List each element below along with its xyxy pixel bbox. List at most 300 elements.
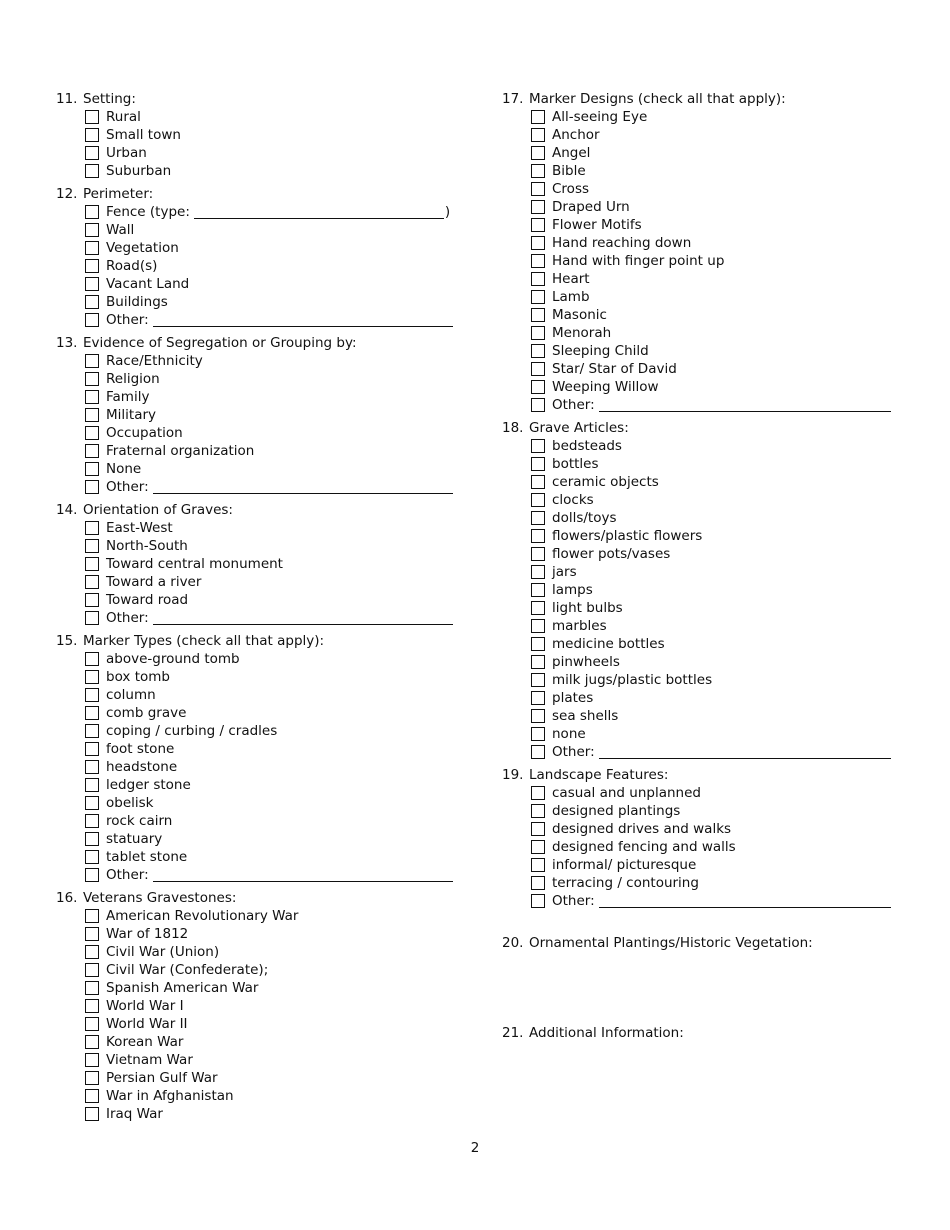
option-label: Cross	[552, 181, 590, 197]
all-seeing-eye-checkbox[interactable]	[531, 110, 545, 124]
option-label: North-South	[106, 538, 188, 554]
option-plates	[531, 689, 897, 707]
option-rural	[85, 108, 451, 126]
option-toward-central-monument	[85, 555, 451, 573]
option-label: East-West	[106, 520, 173, 536]
option-label: Heart	[552, 271, 590, 287]
option-toward-a-river	[85, 573, 451, 591]
option-list	[531, 784, 897, 910]
option-label: Occupation	[106, 425, 183, 441]
question-number: 14.	[56, 502, 78, 518]
option-suburban	[85, 162, 451, 180]
headstone-checkbox[interactable]	[85, 760, 99, 774]
option-anchor	[531, 126, 897, 144]
hand-with-finger-point-up-checkbox[interactable]	[531, 254, 545, 268]
ceramic-objects-checkbox[interactable]	[531, 475, 545, 489]
question-label: Perimeter:	[83, 186, 154, 202]
option-list	[531, 437, 897, 761]
menorah-checkbox[interactable]	[531, 326, 545, 340]
option-star-star-of-david	[531, 360, 897, 378]
option-jars	[531, 563, 897, 581]
marbles-checkbox[interactable]	[531, 619, 545, 633]
option-bedsteads	[531, 437, 897, 455]
family-checkbox[interactable]	[85, 390, 99, 404]
option-occupation	[85, 424, 451, 442]
other-checkbox[interactable]	[531, 745, 545, 759]
road-s-checkbox[interactable]	[85, 259, 99, 273]
bible-checkbox[interactable]	[531, 164, 545, 178]
other-fill-line[interactable]	[153, 868, 453, 882]
milk-jugs-plastic-bottles-checkbox[interactable]	[531, 673, 545, 687]
option-label: marbles	[552, 618, 607, 634]
option-label: Angel	[552, 145, 591, 161]
question-19	[502, 766, 897, 910]
world-war-ii-checkbox[interactable]	[85, 1017, 99, 1031]
designed-drives-and-walks-checkbox[interactable]	[531, 822, 545, 836]
other-checkbox[interactable]	[85, 868, 99, 882]
suburban-checkbox[interactable]	[85, 164, 99, 178]
occupation-checkbox[interactable]	[85, 426, 99, 440]
medicine-bottles-checkbox[interactable]	[531, 637, 545, 651]
clocks-checkbox[interactable]	[531, 493, 545, 507]
option-other	[531, 743, 897, 761]
masonic-checkbox[interactable]	[531, 308, 545, 322]
flower-motifs-checkbox[interactable]	[531, 218, 545, 232]
option-vietnam-war	[85, 1051, 451, 1069]
option-label: Civil War (Confederate);	[106, 962, 269, 978]
option-label: designed drives and walks	[552, 821, 732, 837]
question-title	[502, 1024, 897, 1042]
question-label: Landscape Features:	[529, 767, 669, 783]
option-label: Vietnam War	[106, 1052, 193, 1068]
terracing-contouring-checkbox[interactable]	[531, 876, 545, 890]
option-list	[85, 203, 451, 329]
option-label: Masonic	[552, 307, 607, 323]
option-korean-war	[85, 1033, 451, 1051]
option-label: Bible	[552, 163, 586, 179]
option-religion	[85, 370, 451, 388]
religion-checkbox[interactable]	[85, 372, 99, 386]
pinwheels-checkbox[interactable]	[531, 655, 545, 669]
question-number: 17.	[502, 91, 524, 107]
option-label: Wall	[106, 222, 135, 238]
tablet-stone-checkbox[interactable]	[85, 850, 99, 864]
option-medicine-bottles	[531, 635, 897, 653]
other-checkbox[interactable]	[85, 313, 99, 327]
question-label: Additional Information:	[529, 1025, 684, 1041]
dolls-toys-checkbox[interactable]	[531, 511, 545, 525]
question-title	[502, 766, 897, 784]
other-fill-line[interactable]	[599, 894, 891, 908]
option-label: jars	[552, 564, 577, 580]
option-spanish-american-war	[85, 979, 451, 997]
option-label: none	[552, 726, 586, 742]
question-15	[56, 632, 451, 884]
other-fill-line[interactable]	[599, 745, 891, 759]
question-number: 11.	[56, 91, 78, 107]
informal-picturesque-checkbox[interactable]	[531, 858, 545, 872]
option-informal-picturesque	[531, 856, 897, 874]
option-label: milk jugs/plastic bottles	[552, 672, 713, 688]
option-label: clocks	[552, 492, 594, 508]
none-checkbox[interactable]	[531, 727, 545, 741]
question-label: Marker Designs (check all that apply):	[529, 91, 786, 107]
option-label: War of 1812	[106, 926, 189, 942]
option-label: Toward road	[106, 592, 189, 608]
option-north-south	[85, 537, 451, 555]
option-world-war-ii	[85, 1015, 451, 1033]
other-label: Other:	[106, 312, 149, 328]
option-fraternal-organization	[85, 442, 451, 460]
option-light-bulbs	[531, 599, 897, 617]
option-draped-urn	[531, 198, 897, 216]
star-star-of-david-checkbox[interactable]	[531, 362, 545, 376]
option-label: designed fencing and walls	[552, 839, 736, 855]
question-12	[56, 185, 451, 329]
option-coping-curbing-cradles	[85, 722, 451, 740]
option-dolls-toys	[531, 509, 897, 527]
option-heart	[531, 270, 897, 288]
world-war-i-checkbox[interactable]	[85, 999, 99, 1013]
other-fill-line[interactable]	[153, 313, 453, 327]
bedsteads-checkbox[interactable]	[531, 439, 545, 453]
question-title	[502, 419, 897, 437]
other-label: Other:	[106, 867, 149, 883]
question-number: 16.	[56, 890, 78, 906]
option-war-of-1812	[85, 925, 451, 943]
option-label: bottles	[552, 456, 599, 472]
option-world-war-i	[85, 997, 451, 1015]
race-ethnicity-checkbox[interactable]	[85, 354, 99, 368]
option-label: obelisk	[106, 795, 154, 811]
question-17	[502, 90, 897, 414]
question-number: 13.	[56, 335, 78, 351]
lamps-checkbox[interactable]	[531, 583, 545, 597]
casual-and-unplanned-checkbox[interactable]	[531, 786, 545, 800]
question-label: Grave Articles:	[529, 420, 629, 436]
option-label: Suburban	[106, 163, 172, 179]
option-label: Hand reaching down	[552, 235, 692, 251]
other-label: Other:	[106, 479, 149, 495]
option-masonic	[531, 306, 897, 324]
question-title	[56, 501, 451, 519]
option-label: statuary	[106, 831, 163, 847]
obelisk-checkbox[interactable]	[85, 796, 99, 810]
cross-checkbox[interactable]	[531, 182, 545, 196]
question-label: Marker Types (check all that apply):	[83, 633, 325, 649]
option-label: pinwheels	[552, 654, 620, 670]
question-14	[56, 501, 451, 627]
option-foot-stone	[85, 740, 451, 758]
option-list	[85, 907, 451, 1123]
option-marbles	[531, 617, 897, 635]
question-title	[56, 632, 451, 650]
question-number: 19.	[502, 767, 524, 783]
option-east-west	[85, 519, 451, 537]
option-flower-motifs	[531, 216, 897, 234]
option-label: Toward a river	[106, 574, 202, 590]
other-checkbox[interactable]	[85, 480, 99, 494]
question-13	[56, 334, 451, 496]
option-designed-plantings	[531, 802, 897, 820]
option-designed-fencing-and-walls	[531, 838, 897, 856]
question-label: Setting:	[83, 91, 136, 107]
option-label: tablet stone	[106, 849, 188, 865]
option-label: above-ground tomb	[106, 651, 240, 667]
option-label: Road(s)	[106, 258, 158, 274]
lamb-checkbox[interactable]	[531, 290, 545, 304]
vegetation-checkbox[interactable]	[85, 241, 99, 255]
question-label: Evidence of Segregation or Grouping by:	[83, 335, 357, 351]
option-war-in-afghanistan	[85, 1087, 451, 1105]
option-label: Sleeping Child	[552, 343, 649, 359]
question-title	[56, 334, 451, 352]
ledger-stone-checkbox[interactable]	[85, 778, 99, 792]
rural-checkbox[interactable]	[85, 110, 99, 124]
other-label: Other:	[552, 744, 595, 760]
heart-checkbox[interactable]	[531, 272, 545, 286]
option-label: War in Afghanistan	[106, 1088, 234, 1104]
option-label: Small town	[106, 127, 181, 143]
toward-a-river-checkbox[interactable]	[85, 575, 99, 589]
option-flower-pots-vases	[531, 545, 897, 563]
option-civil-war-confederate	[85, 961, 451, 979]
option-label: Menorah	[552, 325, 612, 341]
toward-road-checkbox[interactable]	[85, 593, 99, 607]
option-label: Korean War	[106, 1034, 184, 1050]
option-label: bedsteads	[552, 438, 622, 454]
option-milk-jugs-plastic-bottles	[531, 671, 897, 689]
option-label: Civil War (Union)	[106, 944, 220, 960]
other-fill-line[interactable]	[153, 611, 453, 625]
fraternal-organization-checkbox[interactable]	[85, 444, 99, 458]
angel-checkbox[interactable]	[531, 146, 545, 160]
option-label: World War II	[106, 1016, 188, 1032]
spanish-american-war-checkbox[interactable]	[85, 981, 99, 995]
option-label: ceramic objects	[552, 474, 659, 490]
option-label: Urban	[106, 145, 147, 161]
military-checkbox[interactable]	[85, 408, 99, 422]
option-label: designed plantings	[552, 803, 681, 819]
option-angel	[531, 144, 897, 162]
comb-grave-checkbox[interactable]	[85, 706, 99, 720]
question-number: 21.	[502, 1025, 524, 1041]
question-number: 12.	[56, 186, 78, 202]
option-none	[531, 725, 897, 743]
question-11	[56, 90, 451, 180]
option-sea-shells	[531, 707, 897, 725]
option-bible	[531, 162, 897, 180]
option-label: box tomb	[106, 669, 170, 685]
north-south-checkbox[interactable]	[85, 539, 99, 553]
other-label: Other:	[552, 397, 595, 413]
option-other	[85, 478, 451, 496]
statuary-checkbox[interactable]	[85, 832, 99, 846]
column-checkbox[interactable]	[85, 688, 99, 702]
other-checkbox[interactable]	[531, 398, 545, 412]
other-checkbox[interactable]	[85, 611, 99, 625]
option-obelisk	[85, 794, 451, 812]
option-label: terracing / contouring	[552, 875, 699, 891]
option-terracing-contouring	[531, 874, 897, 892]
fence-type-line[interactable]	[194, 205, 444, 219]
fence-checkbox[interactable]	[85, 205, 99, 219]
option-list	[531, 108, 897, 414]
coping-curbing-cradles-checkbox[interactable]	[85, 724, 99, 738]
option-headstone	[85, 758, 451, 776]
question-title	[502, 934, 897, 952]
option-label: Draped Urn	[552, 199, 630, 215]
option-label: foot stone	[106, 741, 175, 757]
option-label: flower pots/vases	[552, 546, 671, 562]
option-designed-drives-and-walks	[531, 820, 897, 838]
page-number: 2	[470, 1140, 480, 1156]
vietnam-war-checkbox[interactable]	[85, 1053, 99, 1067]
option-statuary	[85, 830, 451, 848]
option-label: ledger stone	[106, 777, 191, 793]
option-label: Buildings	[106, 294, 168, 310]
question-label: Orientation of Graves:	[83, 502, 233, 518]
option-other	[85, 609, 451, 627]
option-label: Vacant Land	[106, 276, 190, 292]
option-race-ethnicity	[85, 352, 451, 370]
question-number: 20.	[502, 935, 524, 951]
vacant-land-checkbox[interactable]	[85, 277, 99, 291]
other-checkbox[interactable]	[531, 894, 545, 908]
option-label: Rural	[106, 109, 141, 125]
option-american-revolutionary-war	[85, 907, 451, 925]
option-lamps	[531, 581, 897, 599]
option-sleeping-child	[531, 342, 897, 360]
option-label: coping / curbing / cradles	[106, 723, 278, 739]
east-west-checkbox[interactable]	[85, 521, 99, 535]
option-label: None	[106, 461, 142, 477]
toward-central-monument-checkbox[interactable]	[85, 557, 99, 571]
question-18	[502, 419, 897, 761]
box-tomb-checkbox[interactable]	[85, 670, 99, 684]
american-revolutionary-war-checkbox[interactable]	[85, 909, 99, 923]
option-ceramic-objects	[531, 473, 897, 491]
question-20	[502, 934, 897, 952]
option-pinwheels	[531, 653, 897, 671]
option-weeping-willow	[531, 378, 897, 396]
small-town-checkbox[interactable]	[85, 128, 99, 142]
question-title	[56, 90, 451, 108]
designed-plantings-checkbox[interactable]	[531, 804, 545, 818]
option-box-tomb	[85, 668, 451, 686]
other-label: Other:	[106, 610, 149, 626]
option-label: medicine bottles	[552, 636, 665, 652]
plates-checkbox[interactable]	[531, 691, 545, 705]
other-fill-line[interactable]	[153, 480, 453, 494]
sea-shells-checkbox[interactable]	[531, 709, 545, 723]
option-label: Family	[106, 389, 150, 405]
option-label: Race/Ethnicity	[106, 353, 203, 369]
flowers-plastic-flowers-checkbox[interactable]	[531, 529, 545, 543]
option-flowers-plastic-flowers	[531, 527, 897, 545]
war-of-1812-checkbox[interactable]	[85, 927, 99, 941]
right-column	[502, 90, 897, 1047]
question-21	[502, 1024, 897, 1042]
flower-pots-vases-checkbox[interactable]	[531, 547, 545, 561]
option-clocks	[531, 491, 897, 509]
option-vegetation	[85, 239, 451, 257]
option-menorah	[531, 324, 897, 342]
none-checkbox[interactable]	[85, 462, 99, 476]
option-bottles	[531, 455, 897, 473]
hand-reaching-down-checkbox[interactable]	[531, 236, 545, 250]
question-number: 15.	[56, 633, 78, 649]
option-label: rock cairn	[106, 813, 173, 829]
question-title	[56, 889, 451, 907]
urban-checkbox[interactable]	[85, 146, 99, 160]
left-column	[56, 90, 451, 1128]
option-list	[85, 108, 451, 180]
fence-close-paren: )	[444, 204, 451, 220]
option-other	[531, 892, 897, 910]
sleeping-child-checkbox[interactable]	[531, 344, 545, 358]
option-label: headstone	[106, 759, 178, 775]
korean-war-checkbox[interactable]	[85, 1035, 99, 1049]
question-label: Ornamental Plantings/Historic Vegetation:	[529, 935, 813, 951]
option-label: lamps	[552, 582, 593, 598]
option-label: Spanish American War	[106, 980, 259, 996]
question-title	[56, 185, 451, 203]
option-wall	[85, 221, 451, 239]
option-label: plates	[552, 690, 594, 706]
jars-checkbox[interactable]	[531, 565, 545, 579]
designed-fencing-and-walls-checkbox[interactable]	[531, 840, 545, 854]
anchor-checkbox[interactable]	[531, 128, 545, 142]
option-label: flowers/plastic flowers	[552, 528, 703, 544]
option-label: dolls/toys	[552, 510, 617, 526]
option-none	[85, 460, 451, 478]
weeping-willow-checkbox[interactable]	[531, 380, 545, 394]
option-road-s	[85, 257, 451, 275]
persian-gulf-war-checkbox[interactable]	[85, 1071, 99, 1085]
iraq-war-checkbox[interactable]	[85, 1107, 99, 1121]
option-military	[85, 406, 451, 424]
civil-war-confederate-checkbox[interactable]	[85, 963, 99, 977]
other-label: Other:	[552, 893, 595, 909]
bottles-checkbox[interactable]	[531, 457, 545, 471]
light-bulbs-checkbox[interactable]	[531, 601, 545, 615]
wall-checkbox[interactable]	[85, 223, 99, 237]
other-fill-line[interactable]	[599, 398, 891, 412]
option-persian-gulf-war	[85, 1069, 451, 1087]
option-casual-and-unplanned	[531, 784, 897, 802]
option-label: casual and unplanned	[552, 785, 701, 801]
question-label: Veterans Gravestones:	[83, 890, 237, 906]
rock-cairn-checkbox[interactable]	[85, 814, 99, 828]
option-label: Weeping Willow	[552, 379, 659, 395]
above-ground-tomb-checkbox[interactable]	[85, 652, 99, 666]
foot-stone-checkbox[interactable]	[85, 742, 99, 756]
option-label: Star/ Star of David	[552, 361, 677, 377]
war-in-afghanistan-checkbox[interactable]	[85, 1089, 99, 1103]
option-other	[85, 311, 451, 329]
option-iraq-war	[85, 1105, 451, 1123]
option-label: Iraq War	[106, 1106, 163, 1122]
civil-war-union-checkbox[interactable]	[85, 945, 99, 959]
option-comb-grave	[85, 704, 451, 722]
option-label: Toward central monument	[106, 556, 283, 572]
option-label: Anchor	[552, 127, 600, 143]
option-label: Flower Motifs	[552, 217, 642, 233]
draped-urn-checkbox[interactable]	[531, 200, 545, 214]
option-hand-reaching-down	[531, 234, 897, 252]
buildings-checkbox[interactable]	[85, 295, 99, 309]
